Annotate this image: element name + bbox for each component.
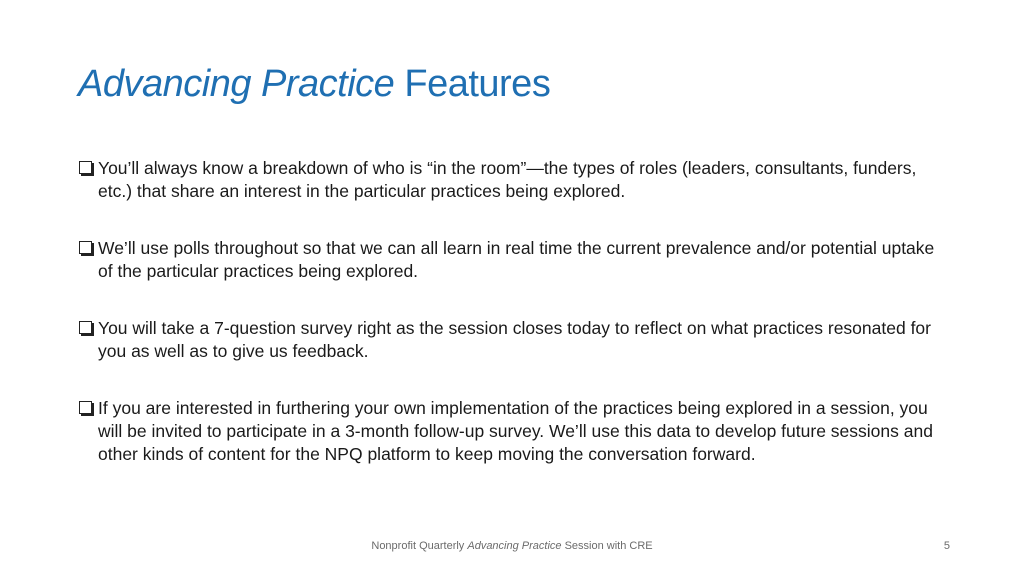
slide-title	[78, 60, 550, 108]
bullet-text: You will take a 7-question survey right as the session closes today to reflect on what practices resonated for you as well as to give us feedback.	[98, 318, 931, 361]
bullet-item	[78, 317, 948, 363]
footer-suffix: Session with CRE	[561, 540, 653, 552]
checkbox-icon	[79, 241, 92, 254]
bullet-item	[78, 397, 948, 466]
footer-text	[0, 540, 1024, 552]
bullet-text: We’ll use polls throughout so that we can all learn in real time the current prevalence and/or potential uptake of the particular practices being explored.	[98, 238, 935, 281]
footer-prefix: Nonprofit Quarterly	[371, 540, 468, 552]
bullet-text: If you are interested in furthering your own implementation of the practices being explored in a session, you will be invited to participate in a 3-month follow-up survey. We’ll use this data to develop future sessions and other kinds of content for the NPQ platform to keep moving the conversation forward.	[98, 398, 933, 464]
checkbox-icon	[79, 401, 92, 414]
checkbox-icon	[79, 321, 92, 334]
bullet-item	[78, 237, 948, 283]
slide-title-italic: Advancing Practice	[78, 63, 395, 105]
checkbox-icon	[79, 161, 92, 174]
footer-emphasis: Advancing Practice	[467, 540, 562, 552]
bullet-item	[78, 157, 948, 203]
page-number: 5	[943, 540, 950, 552]
slide-title-rest: Features	[394, 63, 551, 105]
bullet-text: You’ll always know a breakdown of who is “in the room”—the types of roles (leaders, consultants, funders, etc.) that share an interest in the particular practices being explored.	[98, 158, 917, 201]
bullet-list	[78, 157, 948, 500]
